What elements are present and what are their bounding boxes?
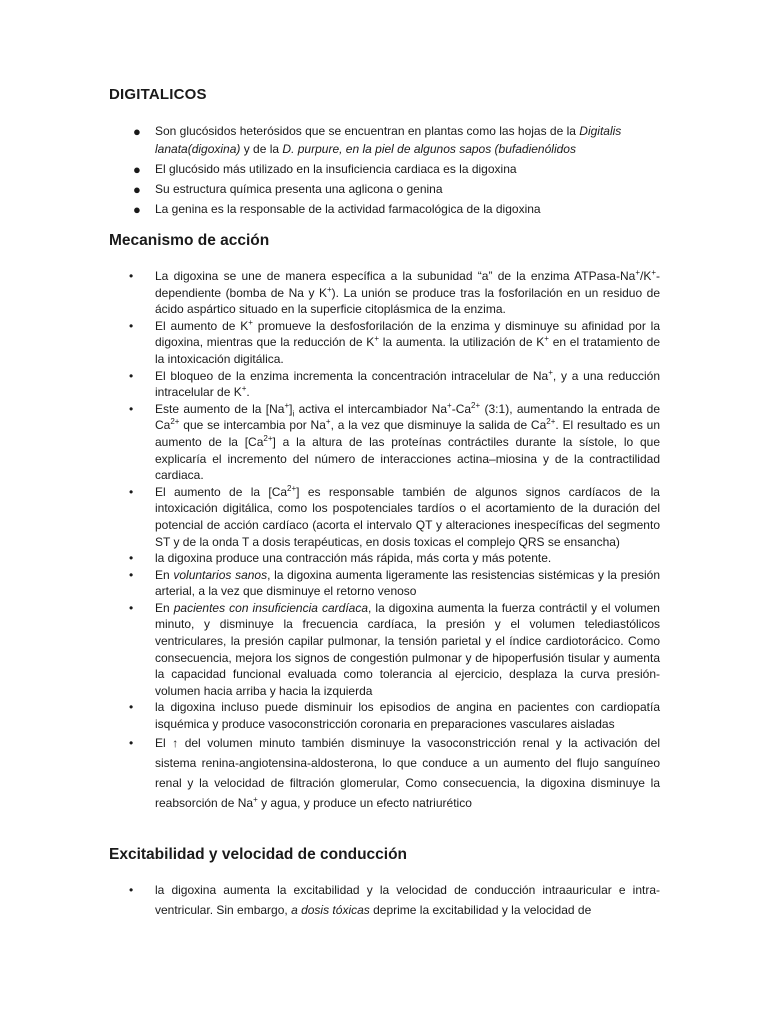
- text-run: voluntarios sanos: [173, 567, 268, 582]
- text-run: Son glucósidos heterósidos que se encuentran en plantas como las hojas de la: [155, 124, 580, 138]
- bullet-icon: •: [129, 567, 134, 582]
- text-run: ] es responsable también de algunos signos cardíacos de la intoxicación digitálica, como los pospotenciales tardíos o el acortamiento de la duración del potencial de acción cardíaco (acorta el intervalo QT y alteraciones inespecíficas del segmento ST y de la onda T a dosis terapéuticas, en dosis toxicas el complejo QRS se ensancha): [155, 484, 660, 549]
- list-item: [129, 483, 660, 550]
- text-run: La digoxina se une de manera específica a la subunidad “a” de la enzima ATPasa-Na: [155, 269, 636, 283]
- list-item: [129, 550, 660, 567]
- text-run: en el tratamiento de la intoxicación digitálica.: [155, 335, 661, 366]
- text-run: , la digoxina aumenta la fuerza contráctil y el volumen minuto, y disminuye la frecuencia cardíaca, la presión y el volumen telediastólicos ventriculares, la presión capilar pulmonar, la tensión parietal y el índice cardiotorácico. Como consecuencia, mejora los signos de congestión pulmonar y de hipoperfusión tisular y aumenta la capacidad funcional evaluada como tolerancia al ejercicio, desplaza la curva presión-volumen hacia arriba y hacia la izquierda: [155, 600, 660, 698]
- text-run: El aumento de la [Ca: [155, 484, 288, 499]
- text-run: ). La unión se produce tras la fosforilación en un residuo de ácido aspártico situado en la superficie citoplásmica de la enzima.: [155, 285, 660, 317]
- intro-list: [133, 123, 660, 221]
- text-run: +: [548, 367, 553, 377]
- text-run: 2+: [471, 400, 481, 410]
- bullet-icon: ●: [133, 181, 141, 197]
- list-item: [129, 367, 660, 401]
- text-run: +: [651, 268, 656, 277]
- text-run: activa el intercambiador Na: [294, 401, 448, 416]
- text-run: la digoxina produce una contracción más rápida, más corta y más potente.: [155, 551, 552, 566]
- text-run: y de la: [240, 141, 283, 156]
- text-run: +: [447, 400, 452, 410]
- list-item: [129, 699, 660, 732]
- text-run: i: [292, 409, 295, 419]
- text-run: +: [326, 284, 332, 294]
- text-run: La genina es la responsable de la actividad farmacológica de la digoxina: [155, 201, 541, 216]
- bullet-icon: •: [129, 318, 134, 333]
- text-run: En: [155, 567, 174, 582]
- text-run: que se intercambia por Na: [179, 418, 326, 433]
- text-run: .: [246, 385, 250, 400]
- text-run: -dependiente (bomba de Na y K: [155, 269, 660, 300]
- bullet-icon: •: [129, 269, 134, 283]
- text-run: pacientes con insuficiencia cardíaca: [173, 600, 369, 615]
- text-run: , a la vez que disminuye la salida de Ca: [330, 418, 547, 433]
- text-run: , y a una reducción intracelular de K: [155, 368, 660, 400]
- list-item: [129, 567, 660, 600]
- text-run: y agua, y produce un efecto natriurético: [257, 795, 472, 810]
- text-run: Digitalis lanata(digoxina): [155, 124, 622, 156]
- text-run: El bloqueo de la enzima incrementa la concentración intracelular de Na: [155, 368, 549, 383]
- mechanism-heading: Mecanismo de acción: [109, 232, 270, 249]
- text-run: El glucósido más utilizado en la insuficiencia cardiaca es la digoxina: [155, 161, 517, 176]
- text-run: El ↑ del volumen minuto también disminuye la vasoconstricción renal y la activación del sistema renina-angiotensina-aldosterona, lo que conduce a un aumento del flujo sanguíneo renal y la velocidad de filtración glomerular, Como consecuencia, la digoxina disminuye la reabsorción de Na: [155, 735, 660, 810]
- text-run: la aumenta. la utilización de K: [378, 335, 545, 350]
- bullet-icon: •: [129, 700, 134, 715]
- bullet-icon: •: [129, 551, 134, 566]
- text-run: . El resultado es un aumento de la [Ca: [155, 418, 660, 449]
- list-item: [133, 123, 660, 158]
- text-run: +: [544, 334, 549, 344]
- bullet-icon: ●: [133, 124, 141, 139]
- text-run: la digoxina aumenta la excitabilidad y la velocidad de conducción intraauricular e intra-ventricular. Sin embargo,: [155, 883, 660, 917]
- text-run: +: [284, 400, 290, 410]
- list-item: [133, 181, 660, 199]
- list-item: [129, 733, 660, 813]
- text-run: D. purpure, en la piel de algunos sapos (bufadienólidos: [282, 141, 576, 156]
- text-run: 2+: [263, 433, 273, 443]
- text-run: +: [325, 417, 331, 427]
- text-run: (3:1), aumentando la entrada de Ca: [155, 401, 660, 433]
- bullet-icon: •: [129, 368, 134, 383]
- bullet-icon: ●: [133, 161, 141, 177]
- text-run: +: [253, 794, 258, 804]
- text-run: ] a la altura de las proteínas contráctiles durante la sístole, lo que explicaría el incremento del número de interacciones actina–miosina y de la contractilidad cardiaca.: [155, 434, 661, 483]
- text-run: promueve la desfosforilación de la enzima y disminuye su afinidad por la digoxina, mientras que la reducción de K: [155, 318, 661, 350]
- text-run: deprime la excitabilidad y la velocidad de: [369, 903, 592, 917]
- list-item: [129, 268, 660, 318]
- text-run: +: [248, 317, 253, 327]
- text-run: /K: [639, 269, 652, 283]
- text-run: 2+: [287, 483, 297, 493]
- list-item: [129, 880, 660, 920]
- text-run: -Ca: [451, 401, 472, 416]
- list-item: [133, 201, 660, 219]
- document-title: DIGITALICOS: [109, 86, 207, 103]
- text-run: la digoxina incluso puede disminuir los episodios de angina en pacientes con cardiopatía isquémica y produce vasoconstricción coronaria en preparaciones vasculares aisladas: [155, 700, 660, 732]
- bullet-icon: •: [129, 883, 134, 897]
- text-run: En: [155, 600, 174, 615]
- text-run: +: [635, 268, 640, 277]
- text-run: Este aumento de la [Na: [155, 401, 285, 416]
- text-run: a dosis tóxicas: [291, 903, 370, 917]
- text-run: 2+: [170, 417, 180, 427]
- text-run: ]: [289, 401, 293, 416]
- text-run: El aumento de K: [155, 318, 249, 333]
- text-run: +: [374, 334, 379, 344]
- list-item: [129, 400, 661, 484]
- bullet-icon: •: [129, 484, 134, 499]
- list-item: [129, 600, 660, 700]
- conduction-list: [129, 880, 660, 920]
- bullet-icon: •: [129, 401, 134, 416]
- text-run: Su estructura química presenta una aglicona o genina: [155, 181, 443, 196]
- text-run: , la digoxina aumenta ligeramente las resistencias sistémicas y la presión arterial, a la vez que disminuye el retorno venoso: [155, 567, 660, 599]
- bullet-icon: •: [129, 735, 134, 750]
- mechanism-list: [129, 268, 661, 813]
- bullet-icon: ●: [133, 201, 141, 217]
- text-run: +: [241, 384, 247, 394]
- text-run: 2+: [546, 417, 556, 427]
- list-item: [133, 161, 660, 179]
- conduction-heading: Excitabilidad y velocidad de conducción: [109, 846, 408, 863]
- bullet-icon: •: [129, 600, 134, 615]
- list-item: [129, 317, 661, 368]
